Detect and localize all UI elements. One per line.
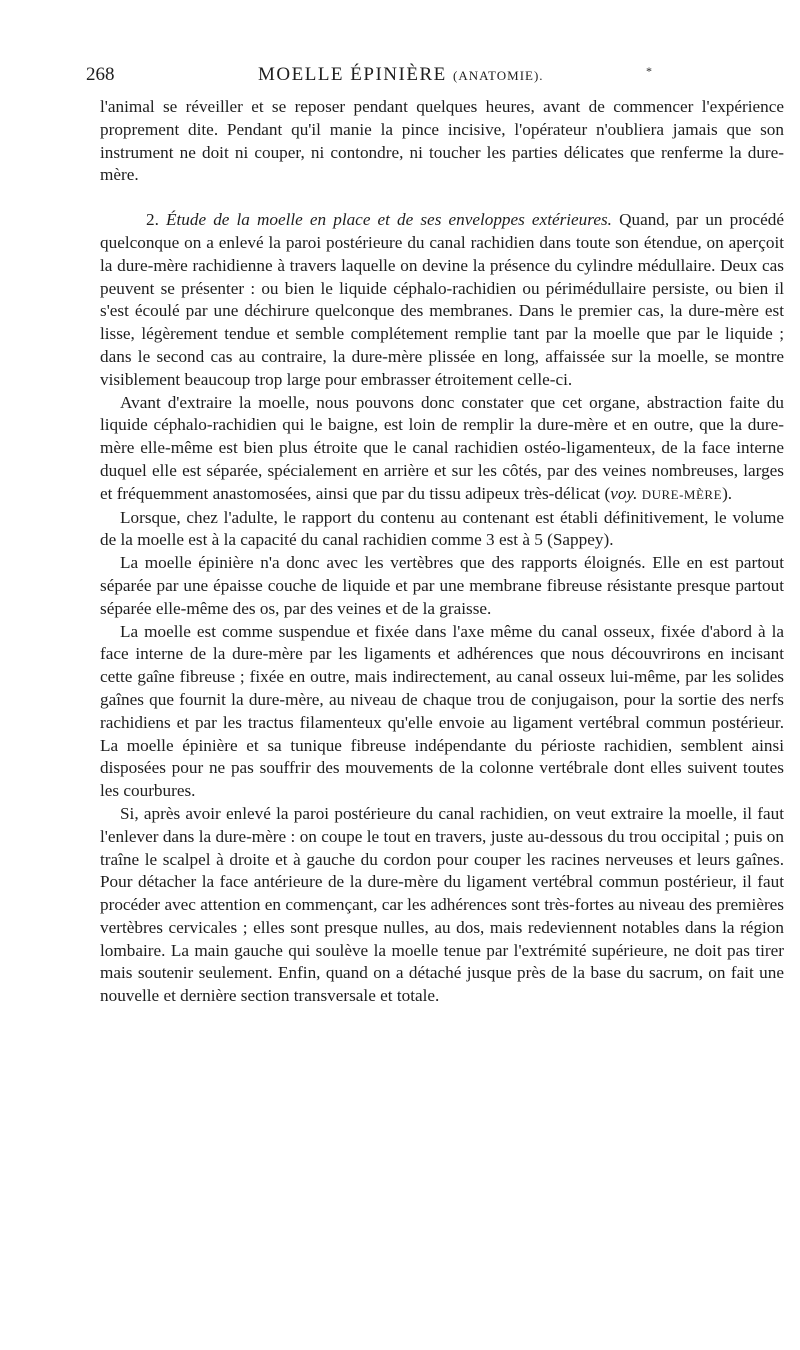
running-head xyxy=(86,64,786,94)
paragraph: La moelle est comme suspendue et fixée dans l'axe même du canal osseux, fixée d'abord à la face interne de la dure-mère par les ligaments et adhérences que nous découvrirons en incisant cette gaîne fibreuse ; fixée en outre, mais indirectement, au canal osseux lui-même, par les solides gaînes que fournit la dure-mère, au niveau de chaque trou de conjugaison, pour la sortie des nerfs rachidiens et par les tractus filamenteux qu'elle envoie au ligament vertébral commun postérieur. La moelle épinière et sa tunique fibreuse indépendante du périoste rachidien, semblent ainsi disposées pour ne pas souffrir des mouvements de la colonne vertébrale dont elles suivent toutes les courbures. xyxy=(100,621,784,801)
running-title-sub: (ANATOMIE). xyxy=(452,68,544,83)
running-title-main: MOELLE ÉPINIÈRE xyxy=(258,64,447,85)
running-title xyxy=(258,64,544,86)
header-mark: * xyxy=(646,64,652,78)
paragraph: Si, après avoir enlevé la paroi postérieure du canal rachidien, on veut extraire la moelle, il faut l'enlever dans la dure-mère : on coupe le tout en travers, juste au-dessous du trou occipital ; puis on traîne le scalpel à droite et à gauche du cordon pour couper les racines nerveuses et leurs gaînes. Pour détacher la face antérieure de la dure-mère du ligament vertébral commun postérieur, il faut procéder avec attention en commençant, car les adhérences sont très-fortes au niveau des premières vertèbres cervicales ; elles sont presque nulles, au dos, mais redeviennent notables dans la région lombaire. La main gauche qui soulève la moelle tenue par l'extrémité supérieure, ne doit pas tirer mais soutenir seulement. Enfin, quand on a détaché jusque près de la base du sacrum, on fait une nouvelle et dernière section transversale et totale. xyxy=(100,803,784,1006)
section-title: Étude de la moelle en place et de ses enveloppes extérieures. xyxy=(166,210,612,230)
paragraph-text-end: ). xyxy=(722,483,733,503)
paragraph: Lorsque, chez l'adulte, le rapport du contenu au contenant est établi définitivement, le volume de la moelle est à la capacité du canal rachidien comme 3 est à 5 (Sappey). xyxy=(100,507,784,550)
paragraph-continued: l'animal se réveiller et se reposer pendant quelques heures, avant de commencer l'expérience proprement dite. Pendant qu'il manie la pince incisive, l'opérateur n'oubliera jamais que son instrument ne doit ni couper, ni contondre, ni toucher les parties délicates que renferme la dure-mère. xyxy=(100,97,784,185)
section-paragraph xyxy=(100,209,784,391)
section-number: 2. xyxy=(146,210,159,230)
paragraph xyxy=(100,392,784,507)
body-text xyxy=(100,96,784,1008)
cross-ref-voy: voy. xyxy=(610,483,638,503)
paragraph-text: Avant d'extraire la moelle, nous pouvons donc constater que cet organe, abstraction faite du liquide céphalo-rachidien qui le baigne, est loin de remplir la dure-mère et en outre, que la dure-mère elle-même est bien plus étroite que le canal rachidien ostéo-ligamenteux, de la face interne duquel elle est séparée, spécialement en arrière et sur les côtés, par des veines nombreuses, larges et fréquemment anastomosées, ainsi que par du tissu adipeux très-délicat ( xyxy=(100,392,784,503)
cross-ref-term: DURE-MÈRE xyxy=(641,486,723,502)
paragraph: La moelle épinière n'a donc avec les vertèbres que des rapports éloignés. Elle en est partout séparée par une épaisse couche de liquide et par une membrane fibreuse résistante presque partout séparée elle-même des os, par des veines et de la graisse. xyxy=(100,553,784,618)
section-body: Quand, par un procédé quelconque on a enlevé la paroi postérieure du canal rachidien dans toute son étendue, on aperçoit la dure-mère rachidienne à travers laquelle on devine la présence du cylindre médullaire. Deux cas peuvent se présenter : ou bien le liquide céphalo-rachidien ou périmédullaire persiste, ou bien il s'est écoulé par une déchirure quelconque des membranes. Dans le premier cas, la dure-mère est lisse, légèrement tendue et semble complétement remplie tant par la moelle que par le liquide ; dans le second cas au contraire, la dure-mère plissée en long, affaissée sur la moelle, se montre visiblement beaucoup trop large pour embrasser étroitement celle-ci. xyxy=(100,210,785,389)
page-number: 268 xyxy=(86,64,115,85)
